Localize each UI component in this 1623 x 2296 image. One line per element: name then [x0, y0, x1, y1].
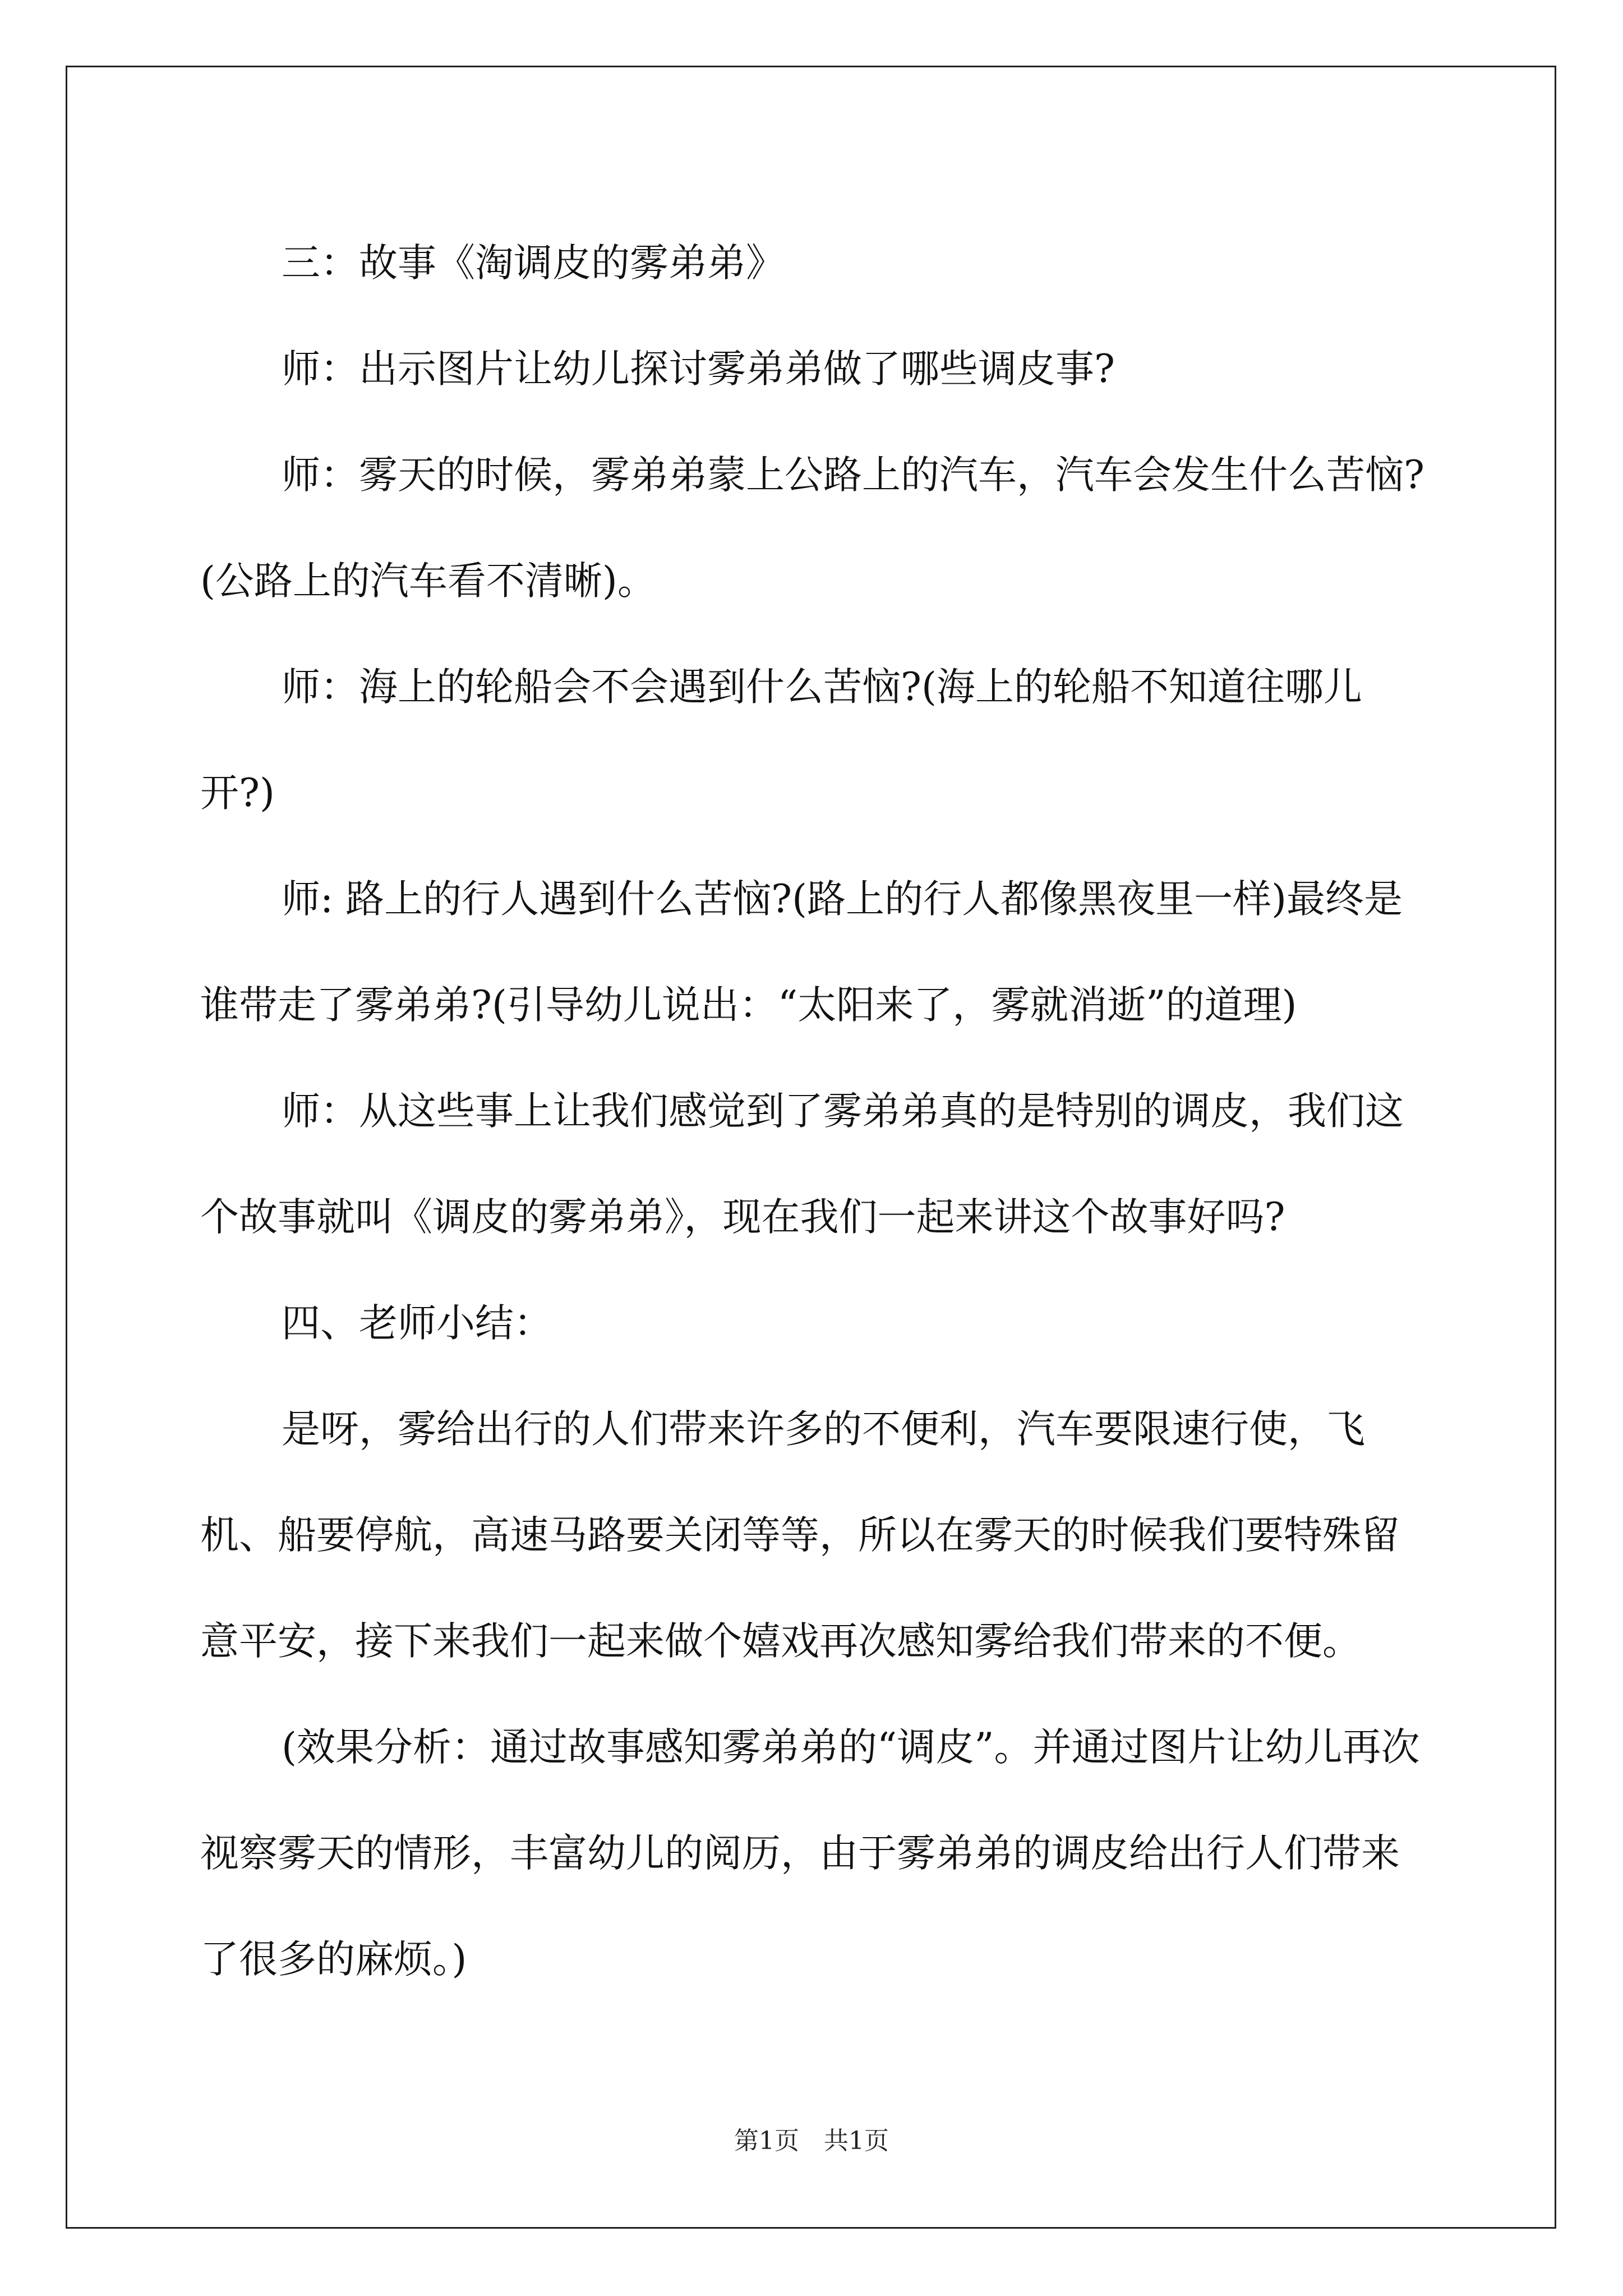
- paragraph-summary-heading: 四、老师小结：: [282, 1301, 552, 1346]
- paragraph-teacher-4: 师: 路上的行人遇到什么苦恼?(路上的行人都像黑夜里一样)最终是谁带走了雾弟弟?(引导幼儿说出：“太阳来了，雾就消逝”的道理): [200, 877, 1403, 1028]
- paragraph-teacher-1: 师：出示图片让幼儿探讨雾弟弟做了哪些调皮事?: [282, 347, 1115, 392]
- paragraph-summary: 是呀，雾给出行的人们带来许多的不便利，汽车要限速行使，飞机、船要停航，高速马路要关闭等等，所以在雾天的时候我们要特殊留意平安，接下来我们一起来做个嬉戏再次感知雾给我们带来的不便。: [200, 1407, 1400, 1664]
- paragraph-teacher-3: 师：海上的轮船会不会遇到什么苦恼?(海上的轮船不知道往哪儿开?): [200, 665, 1362, 816]
- paragraph-teacher-5: 师：从这些事上让我们感觉到了雾弟弟真的是特别的调皮，我们这个故事就叫《调皮的雾弟弟》，现在我们一起来讲这个故事好吗?: [200, 1089, 1404, 1240]
- paragraph-teacher-2: 师：雾天的时候，雾弟弟蒙上公路上的汽车，汽车会发生什么苦恼?(公路上的汽车看不清晰)。: [200, 453, 1424, 604]
- page-number: 第1页 共1页: [734, 2127, 889, 2155]
- document-body: [200, 210, 1434, 2013]
- paragraph-effect-analysis: (效果分析：通过故事感知雾弟弟的“调皮”。并通过图片让幼儿再次视察雾天的情形，丰富幼儿的阅历，由于雾弟弟的调皮给出行人们带来了很多的麻烦。): [200, 1725, 1420, 1982]
- paragraph-story-heading: 三：故事《淘调皮的雾弟弟》: [282, 241, 785, 286]
